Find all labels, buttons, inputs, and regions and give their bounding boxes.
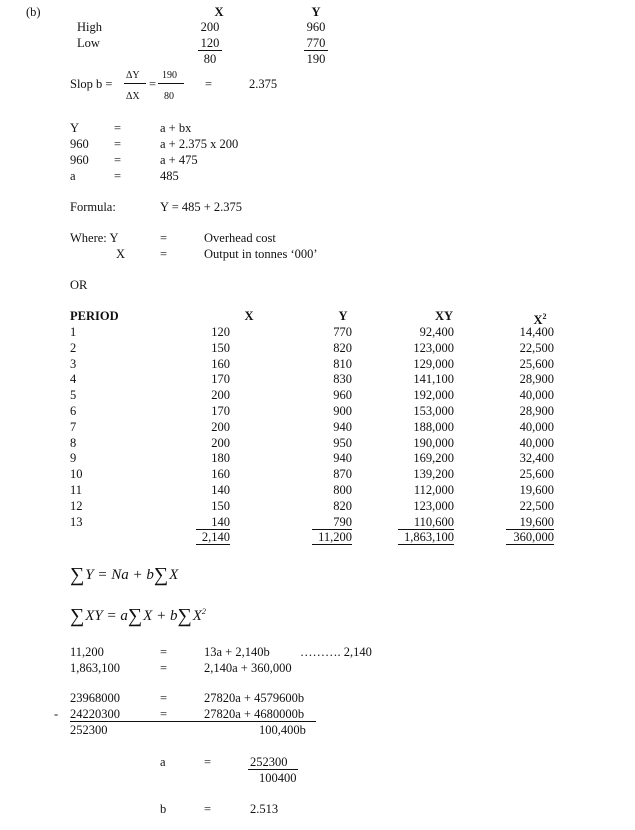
solve-4-left: 24220300 (70, 707, 120, 721)
cell-x: 200 (211, 388, 230, 403)
eq3-equals: = (114, 153, 122, 167)
slope-fraction-bar-1 (124, 83, 146, 84)
cell-y: 770 (333, 325, 352, 339)
cell-x: 150 (211, 340, 230, 355)
eq4-right: 485 (160, 169, 179, 183)
total-x: 2,140 (196, 529, 230, 545)
solve-2-right: 2,140a + 360,000 (204, 661, 292, 675)
cell-x: 160 (211, 356, 230, 371)
cell-x: 140 (196, 515, 230, 530)
cell-xy: 110,600 (398, 515, 454, 530)
col-x-header: X (214, 5, 224, 19)
cell-xy: 169,200 (413, 451, 454, 466)
result-b-equals: = (204, 802, 212, 816)
result-b-var: b (160, 802, 167, 816)
table-header-x2: $X^2$ (533, 312, 547, 328)
eq4-left: a (70, 169, 76, 183)
cell-period: 10 (70, 467, 83, 482)
diff-y: 190 (306, 52, 326, 66)
cell-y: 810 (333, 356, 352, 371)
solve-1-equals: = (160, 645, 168, 659)
result-a-numerator: 252300 (250, 755, 288, 769)
normal-equation-1: ∑Y = Na + b∑X (70, 564, 179, 586)
total-x2: 360,000 (506, 529, 554, 545)
cell-period: 6 (70, 404, 77, 418)
part-label: (b) (26, 5, 41, 19)
cell-xy: 141,100 (413, 372, 454, 387)
result-a-denominator: 100400 (259, 771, 297, 785)
slope-equals-1: = (149, 77, 157, 91)
cell-xy: 153,000 (413, 404, 454, 418)
cell-x2: 28,900 (519, 372, 554, 387)
slope-num-symbol: ΔY (126, 70, 140, 81)
cell-x: 200 (211, 435, 230, 450)
table-header-x: X (244, 309, 254, 323)
cell-xy: 129,000 (413, 356, 454, 371)
slope-result: 2.375 (249, 77, 278, 91)
cell-x: 200 (211, 419, 230, 434)
result-a-equals: = (204, 755, 212, 769)
cell-y: 800 (333, 483, 352, 497)
cell-period: 12 (70, 498, 83, 513)
result-a-fraction-bar (248, 769, 298, 770)
solve-3-left: 23968000 (70, 691, 120, 705)
cell-period: 11 (70, 483, 83, 497)
result-a-var: a (160, 755, 166, 769)
solve-2-left: 1,863,100 (70, 661, 120, 675)
cell-period: 8 (70, 435, 77, 450)
cell-y: 790 (312, 515, 352, 530)
cell-y: 870 (333, 467, 352, 482)
solve-3-equals: = (160, 691, 168, 705)
cell-x2: 40,000 (519, 435, 554, 450)
low-label: Low (77, 36, 100, 50)
eq1-right: a + bx (160, 121, 192, 135)
cell-xy: 190,000 (413, 435, 454, 450)
cell-period: 3 (70, 356, 77, 371)
slope-equals-2: = (205, 77, 213, 91)
where-label: Where: Y (70, 231, 119, 245)
low-y: 770 (304, 36, 328, 51)
cell-period: 7 (70, 419, 77, 434)
table-header-xy: XY (434, 309, 454, 323)
cell-x2: 25,600 (519, 356, 554, 371)
solve-1-left: 11,200 (70, 645, 104, 659)
high-x: 200 (200, 20, 220, 34)
cell-y: 940 (333, 419, 352, 434)
diff-x: 80 (203, 52, 217, 66)
cell-x2: 32,400 (519, 451, 554, 466)
cell-xy: 92,400 (419, 325, 454, 339)
cell-x: 160 (211, 467, 230, 482)
slope-label: Slop b = (70, 77, 113, 91)
solve-minus-sign: - (54, 707, 59, 721)
or-text: OR (70, 278, 88, 292)
formula-value: Y = 485 + 2.375 (160, 200, 243, 214)
cell-xy: 123,000 (413, 340, 454, 355)
col-y-header: Y (311, 5, 321, 19)
cell-xy: 112,000 (413, 483, 454, 497)
where-def-1: Overhead cost (204, 231, 276, 245)
solve-4-right: 27820a + 4680000b (204, 707, 305, 721)
cell-period: 1 (70, 325, 77, 339)
solve-2-equals: = (160, 661, 168, 675)
cell-y: 940 (333, 451, 352, 466)
cell-xy: 139,200 (413, 467, 454, 482)
cell-xy: 123,000 (413, 498, 454, 513)
solve-1-right: 13a + 2,140b (204, 645, 270, 659)
total-y: 11,200 (312, 529, 352, 545)
cell-x: 170 (211, 372, 230, 387)
low-x: 120 (198, 36, 222, 51)
slope-den-symbol: ΔX (126, 91, 140, 102)
slope-num-value: 190 (162, 70, 177, 81)
high-label: High (77, 20, 102, 34)
eq4-equals: = (114, 169, 122, 183)
cell-x2: 19,600 (519, 483, 554, 497)
cell-x2: 22,500 (519, 340, 554, 355)
total-xy: 1,863,100 (398, 529, 454, 545)
eq2-right: a + 2.375 x 200 (160, 137, 239, 151)
cell-period: 2 (70, 340, 77, 355)
cell-x2: 40,000 (519, 388, 554, 403)
solve-5-left: 252300 (70, 723, 108, 737)
slope-fraction-bar-2 (158, 83, 184, 84)
cell-x: 120 (211, 325, 230, 339)
where-def-2: Output in tonnes ‘000’ (204, 247, 318, 261)
solve-1-multiplier: ………. 2,140 (300, 645, 372, 659)
eq2-equals: = (114, 137, 122, 151)
eq3-left: 960 (70, 153, 89, 167)
result-b-value: 2.513 (250, 802, 279, 816)
slope-den-value: 80 (164, 91, 174, 102)
solve-5-right: 100,400b (259, 723, 306, 737)
normal-equation-2: $\sum XY = a\sum X + b\sum X^2$ (70, 605, 206, 627)
cell-x2: 28,900 (519, 404, 554, 418)
cell-period: 4 (70, 372, 77, 387)
cell-x2: 25,600 (519, 467, 554, 482)
cell-xy: 188,000 (413, 419, 454, 434)
solve-4-equals: = (160, 707, 168, 721)
high-y: 960 (306, 20, 326, 34)
table-header-y: Y (338, 309, 348, 323)
cell-y: 900 (333, 404, 352, 418)
eq1-left: Y (70, 121, 80, 135)
cell-period: 13 (70, 514, 83, 529)
cell-x2: 19,600 (506, 515, 554, 530)
cell-y: 960 (333, 388, 352, 403)
cell-period: 9 (70, 451, 77, 466)
cell-y: 820 (333, 340, 352, 355)
cell-x2: 14,400 (519, 325, 554, 339)
eq2-left: 960 (70, 137, 89, 151)
where-equals-1: = (160, 231, 168, 245)
cell-x: 180 (211, 451, 230, 466)
cell-x: 140 (211, 483, 230, 497)
where-var-2: X (116, 247, 126, 261)
cell-y: 950 (333, 435, 352, 450)
cell-x: 150 (211, 498, 230, 513)
formula-label: Formula: (70, 200, 116, 214)
cell-x2: 40,000 (519, 419, 554, 434)
eq1-equals: = (114, 121, 122, 135)
eq3-right: a + 475 (160, 153, 198, 167)
cell-xy: 192,000 (413, 388, 454, 403)
cell-x2: 22,500 (519, 498, 554, 513)
where-equals-2: = (160, 247, 168, 261)
cell-y: 830 (333, 372, 352, 387)
subtraction-rule (70, 721, 316, 722)
cell-x: 170 (211, 404, 230, 418)
solve-3-right: 27820a + 4579600b (204, 691, 305, 705)
cell-y: 820 (333, 498, 352, 513)
table-header-period: PERIOD (70, 309, 119, 323)
cell-period: 5 (70, 388, 77, 403)
